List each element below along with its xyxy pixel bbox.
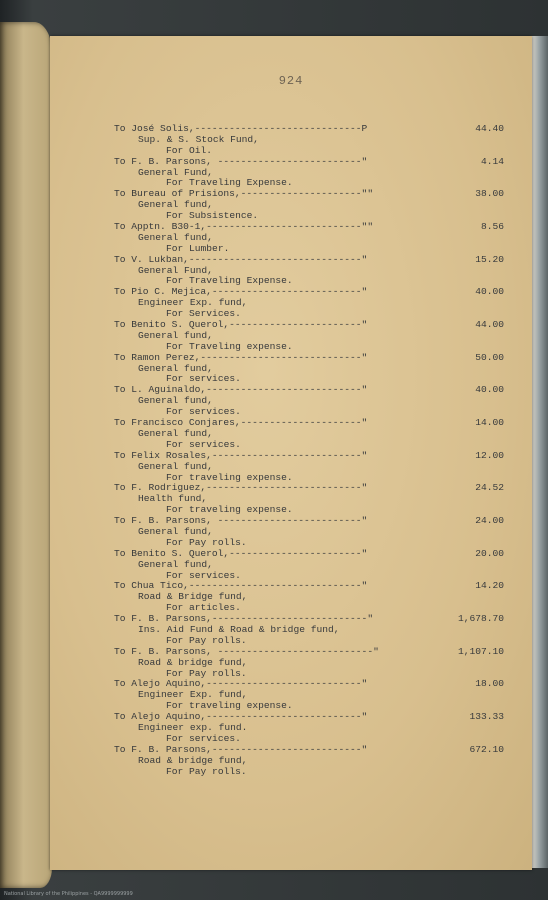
fund-line: Road & bridge fund, — [138, 754, 248, 766]
ledger-entry — [114, 222, 514, 255]
fund-line: General Fund, — [138, 166, 213, 178]
page-number: 924 — [278, 74, 304, 88]
purpose-line: For Lumber. — [166, 242, 230, 254]
amount: 1,678.70 — [457, 613, 504, 625]
payee-line: To Pio C. Mejica,--------------------------" — [114, 286, 368, 298]
amount: 38.00 — [475, 188, 504, 200]
fund-line: Engineer exp. fund. — [138, 721, 248, 733]
payee-line: To Felix Rosales,--------------------------" — [114, 449, 368, 461]
amount: 24.00 — [475, 515, 504, 527]
purpose-line: For services. — [166, 373, 241, 385]
amount: 15.20 — [475, 253, 504, 265]
ledger-entry — [114, 549, 514, 582]
amount: 24.52 — [475, 482, 504, 494]
purpose-line: For traveling expense. — [166, 700, 293, 712]
payee-line: To V. Lukban,------------------------------" — [114, 253, 368, 265]
amount: 14.20 — [475, 580, 504, 592]
amount: 12.00 — [475, 449, 504, 461]
ledger-entry — [114, 189, 514, 222]
scan-footer-caption: National Library of the Philippines - QA9999999999 — [4, 891, 133, 897]
payee-line: To Benito S. Querol,-----------------------" — [114, 319, 368, 331]
purpose-line: For services. — [166, 732, 241, 744]
ledger-entry — [114, 614, 514, 647]
ledger-entry — [114, 124, 514, 157]
purpose-line: For services. — [166, 406, 241, 418]
purpose-line: For Pay rolls. — [166, 667, 247, 679]
payee-line: To L. Aguinaldo,---------------------------" — [114, 384, 368, 396]
purpose-line: For Traveling Expense. — [166, 177, 293, 189]
ledger-entry — [114, 451, 514, 484]
fund-line: Road & Bridge fund, — [138, 591, 248, 603]
ledger-entry — [114, 712, 514, 745]
fund-line: General fund, — [138, 525, 213, 537]
ledger-entry — [114, 320, 514, 353]
fund-line: General Fund, — [138, 264, 213, 276]
ledger-entries — [114, 124, 514, 777]
payee-line: To Chua Tico,------------------------------" — [114, 580, 368, 592]
amount: 14.00 — [475, 417, 504, 429]
fund-line: Ins. Aid Fund & Road & bridge fund, — [138, 623, 340, 635]
amount: 40.00 — [475, 286, 504, 298]
ledger-entry — [114, 679, 514, 712]
amount: 133.33 — [469, 711, 504, 723]
fund-line: General fund, — [138, 558, 213, 570]
fund-line: Engineer Exp. fund, — [138, 689, 248, 701]
amount: 44.40 — [475, 123, 504, 134]
purpose-line: For Traveling Expense. — [166, 275, 293, 287]
amount: 8.56 — [480, 221, 504, 233]
purpose-line: For Subsistence. — [166, 210, 259, 222]
purpose-line: For Pay rolls. — [166, 634, 247, 646]
fund-line: General fund, — [138, 231, 213, 243]
purpose-line: For Pay rolls. — [166, 536, 247, 548]
payee-line: To F. B. Parsons,---------------------------" — [114, 613, 374, 625]
payee-line: To José Solis,-----------------------------P — [114, 123, 368, 134]
amount: 50.00 — [475, 351, 504, 363]
ledger-entry — [114, 483, 514, 516]
purpose-line: For traveling expense. — [166, 471, 293, 483]
amount: 40.00 — [475, 384, 504, 396]
payee-line: To Apptn. B30-1,---------------------------"" — [114, 221, 374, 233]
right-page-edge — [530, 36, 548, 868]
ledger-entry — [114, 647, 514, 680]
ledger-entry — [114, 745, 514, 778]
purpose-line: For articles. — [166, 602, 241, 614]
ledger-entry — [114, 157, 514, 190]
fund-line: General fund, — [138, 460, 213, 472]
left-page-edge — [0, 22, 52, 888]
ledger-entry — [114, 255, 514, 288]
fund-line: General fund, — [138, 362, 213, 374]
purpose-line: For Oil. — [166, 144, 213, 156]
ledger-entry — [114, 581, 514, 614]
purpose-line: For Services. — [166, 308, 241, 320]
fund-line: General fund, — [138, 395, 213, 407]
payee-line: To F. B. Parsons, ---------------------------" — [114, 645, 379, 657]
payee-line: To Francisco Conjares,---------------------" — [114, 417, 368, 429]
fund-line: Health fund, — [138, 493, 208, 505]
payee-line: To Alejo Aquino,---------------------------" — [114, 711, 368, 723]
ledger-entry — [114, 418, 514, 451]
document-page — [50, 36, 532, 870]
purpose-line: For traveling expense. — [166, 504, 293, 516]
fund-line: Engineer Exp. fund, — [138, 297, 248, 309]
amount: 18.00 — [475, 678, 504, 690]
fund-line: Road & bridge fund, — [138, 656, 248, 668]
amount: 4.14 — [480, 155, 504, 167]
ledger-entry — [114, 287, 514, 320]
payee-line: To F. B. Parsons,--------------------------" — [114, 743, 368, 755]
amount: 20.00 — [475, 547, 504, 559]
ledger-entry — [114, 385, 514, 418]
amount: 44.00 — [475, 319, 504, 331]
payee-line: To Alejo Aquino,---------------------------" — [114, 678, 368, 690]
amount: 1,107.10 — [457, 645, 504, 657]
payee-line: To F. B. Parsons, -------------------------" — [114, 155, 368, 167]
payee-line: To F. B. Parsons, -------------------------" — [114, 515, 368, 527]
amount: 672.10 — [469, 743, 504, 755]
payee-line: To Bureau of Prisions,---------------------"" — [114, 188, 374, 200]
payee-line: To F. Rodriguez,---------------------------" — [114, 482, 368, 494]
purpose-line: For Pay rolls. — [166, 765, 247, 777]
ledger-entry — [114, 516, 514, 549]
fund-line: Sup. & S. Stock Fund, — [138, 133, 259, 145]
fund-line: General fund, — [138, 199, 213, 211]
purpose-line: For Traveling expense. — [166, 340, 293, 352]
payee-line: To Benito S. Querol,-----------------------" — [114, 547, 368, 559]
purpose-line: For services. — [166, 438, 241, 450]
fund-line: General fund, — [138, 329, 213, 341]
ledger-entry — [114, 353, 514, 386]
payee-line: To Ramon Perez,----------------------------" — [114, 351, 368, 363]
fund-line: General fund, — [138, 427, 213, 439]
purpose-line: For services. — [166, 569, 241, 581]
